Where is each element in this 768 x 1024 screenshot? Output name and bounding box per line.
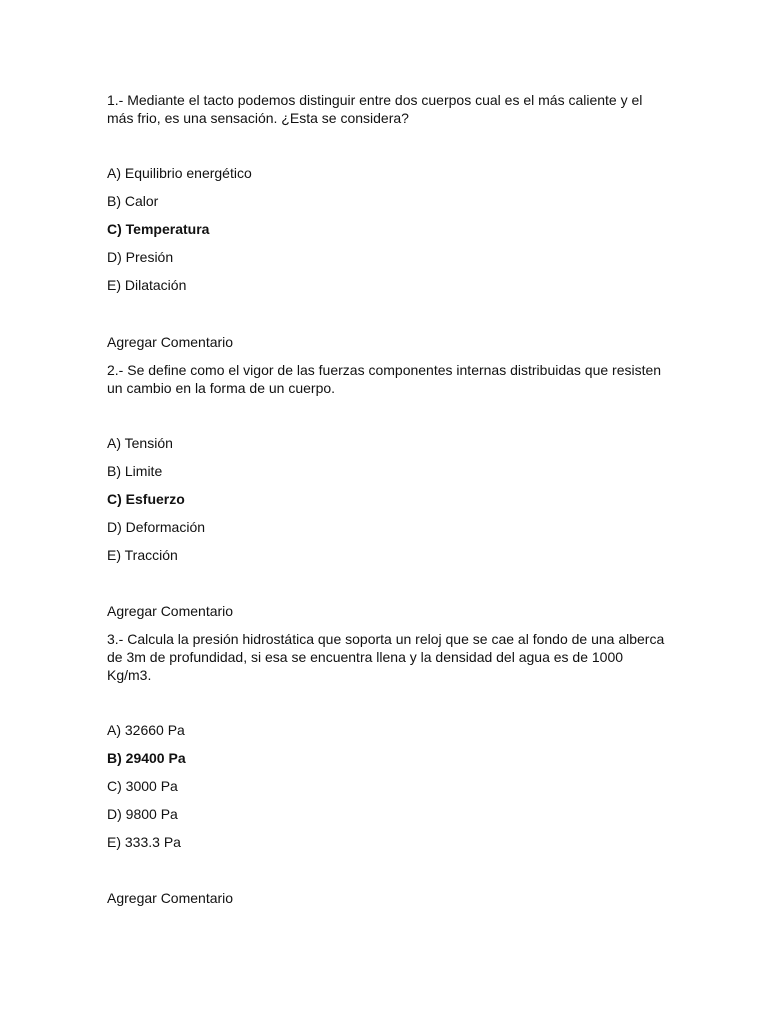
question-3-option-e: E) 333.3 Pa: [107, 834, 181, 850]
question-3-option-b-correct: B) 29400 Pa: [107, 750, 186, 766]
question-2-add-comment-link[interactable]: Agregar Comentario: [107, 603, 234, 619]
question-2-option-e: E) Tracción: [107, 547, 178, 563]
question-1-option-c-correct: C) Temperatura: [107, 221, 210, 237]
question-1-text: 1.- Mediante el tacto podemos distinguir entre dos cuerpos cual es el más caliente y el más frio, es una sensación. ¿Esta se considera?: [107, 92, 643, 126]
question-3-option-a: A) 32660 Pa: [107, 722, 185, 738]
question-1-option-e: E) Dilatación: [107, 277, 187, 293]
question-3-add-comment-link[interactable]: Agregar Comentario: [107, 890, 234, 906]
question-2-text: 2.- Se define como el vigor de las fuerzas componentes internas distribuidas que resisten un cambio en la forma de un cuerpo.: [107, 362, 662, 396]
question-1-option-b: B) Calor: [107, 193, 159, 209]
question-1-add-comment-link[interactable]: Agregar Comentario: [107, 334, 234, 350]
question-1-option-a: A) Equilibrio energético: [107, 165, 252, 181]
question-1-option-d: D) Presión: [107, 249, 174, 265]
question-2-option-d: D) Deformación: [107, 519, 206, 535]
question-3-option-d: D) 9800 Pa: [107, 806, 178, 822]
question-3-text: 3.- Calcula la presión hidrostática que soporta un reloj que se cae al fondo de una alberca de 3m de profundidad, si esa se encuentra llena y la densidad del agua es de 1000 Kg/m3.: [107, 631, 665, 683]
question-2-option-b: B) Limite: [107, 463, 163, 479]
question-3-option-c: C) 3000 Pa: [107, 778, 178, 794]
question-2-option-a: A) Tensión: [107, 435, 173, 451]
question-2-option-c-correct: C) Esfuerzo: [107, 491, 185, 507]
